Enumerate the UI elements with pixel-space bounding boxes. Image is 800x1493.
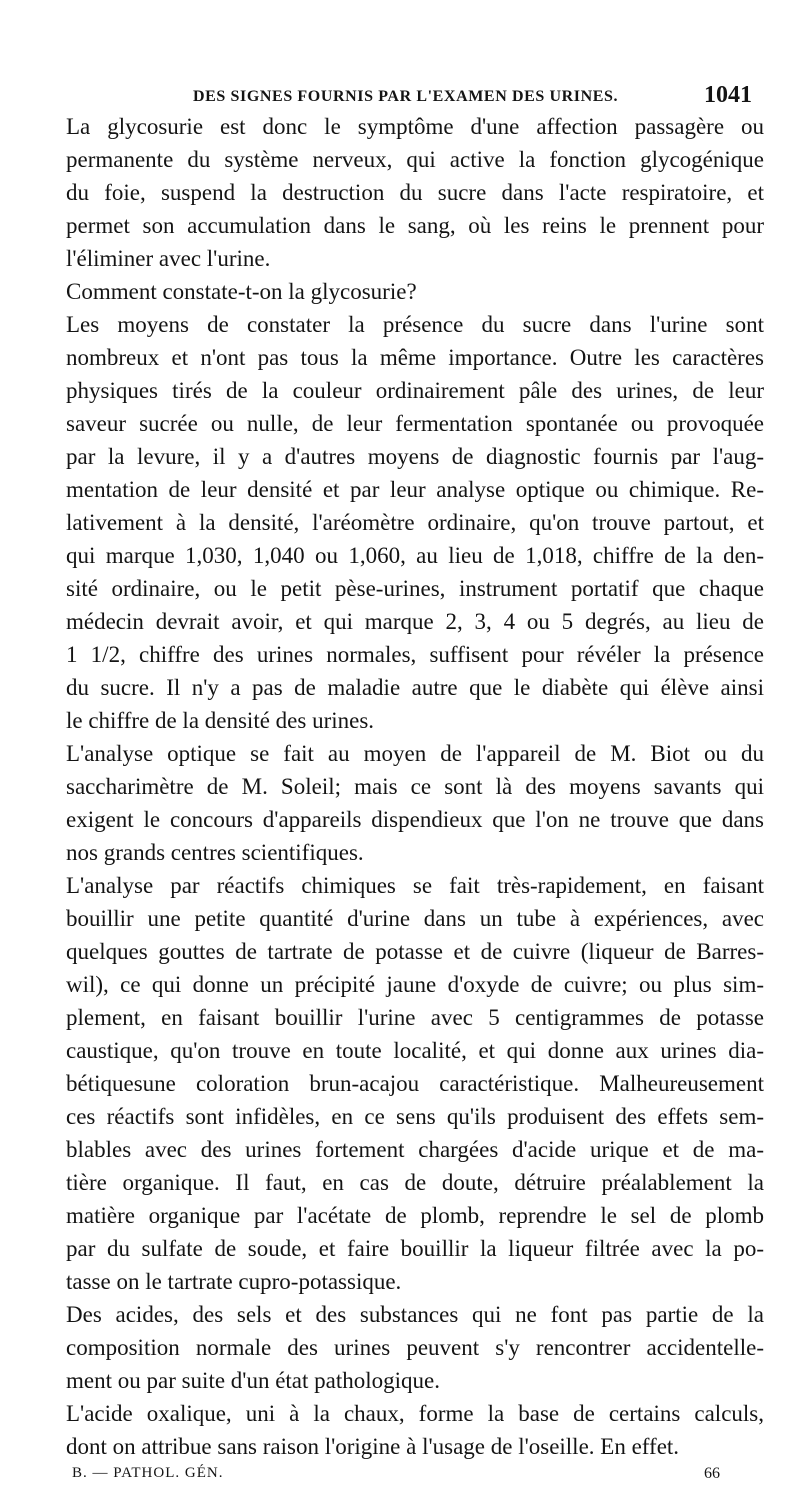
text-line: permet son accumulation dans le sang, où les reins le prennent pour: [66, 213, 764, 238]
running-title: DES SIGNES FOURNIS PAR L'EXAMEN DES URINES.: [193, 88, 619, 105]
text-line: plement, en faisant bouillir l'urine avec 5 centigrammes de potasse: [66, 1005, 764, 1030]
signature-number: 66: [704, 1465, 720, 1482]
text-line: le chiffre de la densité des urines.: [66, 708, 375, 733]
text-line: matière organique par l'acétate de plomb, reprendre le sel de plomb: [66, 1203, 764, 1228]
text-line: caustique, qu'on trouve en toute localité, et qui donne aux urines dia-: [66, 1038, 764, 1063]
text-line: exigent le concours d'appareils dispendieux que l'on ne trouve que dans: [66, 807, 764, 832]
text-line: Comment constate-t-on la glycosurie?: [66, 279, 417, 304]
text-line: physiques tirés de la couleur ordinairement pâle des urines, de leur: [66, 378, 764, 403]
text-line: mentation de leur densité et par leur analyse optique ou chimique. Re-: [66, 477, 764, 502]
text-line: nombreux et n'ont pas tous la même importance. Outre les caractères: [66, 345, 764, 370]
printer-signature: B. — PATHOL. GÉN.: [72, 1465, 224, 1481]
text-line: par du sulfate de soude, et faire bouillir la liqueur filtrée avec la po-: [66, 1236, 764, 1261]
text-line: Des acides, des sels et des substances qui ne font pas partie de la: [66, 1302, 764, 1327]
text-line: wil), ce qui donne un précipité jaune d'oxyde de cuivre; ou plus sim-: [66, 972, 764, 997]
paragraph: [66, 1298, 764, 1397]
page-footer: [66, 1465, 764, 1493]
text-line: bétiquesune coloration brun-acajou caractéristique. Malheureusement: [66, 1071, 764, 1096]
text-line: saveur sucrée ou nulle, de leur fermentation spontanée ou provoquée: [66, 411, 764, 436]
running-head: [66, 80, 764, 110]
text-line: dont on attribue sans raison l'origine à l'usage de l'oseille. En effet.: [66, 1434, 680, 1459]
book-page: [66, 80, 764, 1493]
paragraph: [66, 1397, 764, 1463]
text-line: tière organique. Il faut, en cas de doute, détruire préalablement la: [66, 1170, 764, 1195]
paragraph: [66, 275, 764, 308]
body-text: [66, 110, 764, 1463]
text-line: l'éliminer avec l'urine.: [66, 246, 271, 271]
text-line: du sucre. Il n'y a pas de maladie autre que le diabète qui élève ainsi: [66, 675, 764, 700]
text-line: par la levure, il y a d'autres moyens de diagnostic fournis par l'aug-: [66, 444, 764, 469]
text-line: du foie, suspend la destruction du sucre dans l'acte respiratoire, et: [66, 180, 764, 205]
text-line: L'analyse par réactifs chimiques se fait très-rapidement, en faisant: [66, 873, 764, 898]
text-line: saccharimètre de M. Soleil; mais ce sont là des moyens savants qui: [66, 774, 764, 799]
text-line: médecin devrait avoir, et qui marque 2, 3, 4 ou 5 degrés, au lieu de: [66, 609, 764, 634]
text-line: bouillir une petite quantité d'urine dans un tube à expériences, avec: [66, 906, 764, 931]
text-line: permanente du système nerveux, qui active la fonction glycogénique: [66, 147, 764, 172]
text-line: L'acide oxalique, uni à la chaux, forme la base de certains calculs,: [66, 1401, 764, 1426]
text-line: tasse on le tartrate cupro-potassique.: [66, 1269, 402, 1294]
text-line: La glycosurie est donc le symptôme d'une affection passagère ou: [66, 114, 764, 139]
text-line: 1 1/2, chiffre des urines normales, suffisent pour révéler la présence: [66, 642, 764, 667]
paragraph: [66, 308, 764, 737]
paragraph: [66, 869, 764, 1298]
text-line: lativement à la densité, l'aréomètre ordinaire, qu'on trouve partout, et: [66, 510, 764, 535]
text-line: sité ordinaire, ou le petit pèse-urines, instrument portatif que chaque: [66, 576, 764, 601]
text-line: nos grands centres scientifiques.: [66, 840, 364, 865]
text-line: L'analyse optique se fait au moyen de l'appareil de M. Biot ou du: [66, 741, 764, 766]
text-line: ces réactifs sont infidèles, en ce sens qu'ils produisent des effets sem-: [66, 1104, 764, 1129]
text-line: quelques gouttes de tartrate de potasse et de cuivre (liqueur de Barres-: [66, 939, 764, 964]
text-line: qui marque 1,030, 1,040 ou 1,060, au lieu de 1,018, chiffre de la den-: [66, 543, 764, 568]
text-line: composition normale des urines peuvent s'y rencontrer accidentelle-: [66, 1335, 764, 1360]
text-line: blables avec des urines fortement chargées d'acide urique et de ma-: [66, 1137, 764, 1162]
paragraph: [66, 737, 764, 869]
page-number: 1041: [704, 82, 752, 108]
text-line: Les moyens de constater la présence du sucre dans l'urine sont: [66, 312, 764, 337]
paragraph: [66, 110, 764, 275]
text-line: ment ou par suite d'un état pathologique.: [66, 1368, 440, 1393]
